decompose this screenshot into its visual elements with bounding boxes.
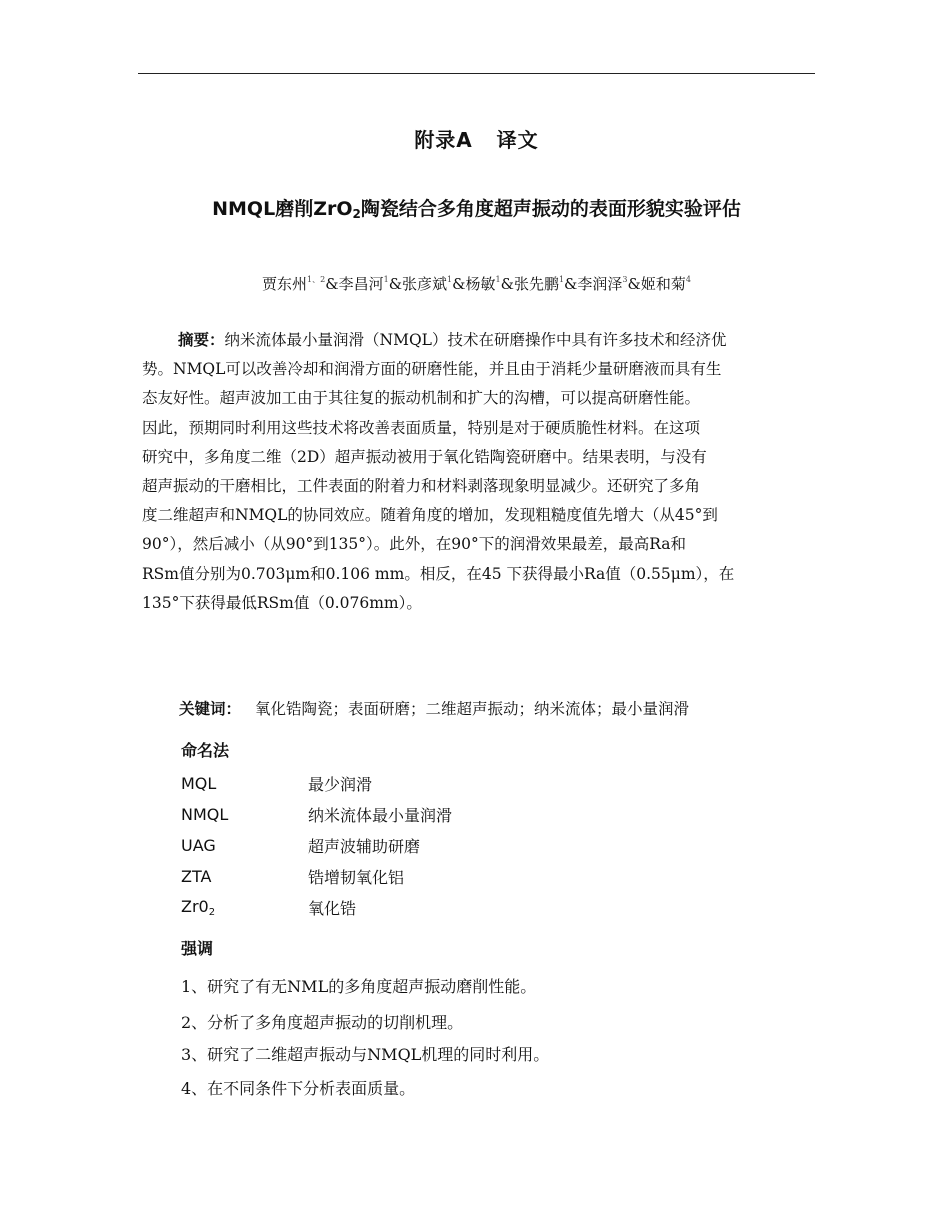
abstract-label: 摘要： (178, 331, 225, 349)
abbr-text: ZTA (181, 867, 212, 886)
nomenclature-abbr (181, 867, 308, 886)
header-rule (138, 73, 815, 74)
appendix-title: 附录A 译文 (414, 128, 539, 152)
paper-title-subscript: 2 (352, 207, 361, 221)
abstract-text: 纳米流体最小量润滑（NMQL）技术在研磨操作中具有许多技术和经济优 (224, 331, 727, 349)
nomenclature-definition: 氧化锆 (308, 899, 357, 918)
nomenclature-row (181, 861, 681, 892)
author-name: &姬和菊 (627, 275, 686, 293)
abstract-line: 因此，预期同时利用这些技术将改善表面质量，特别是对于硬质脆性材料。在这项 (142, 418, 701, 437)
paper-title-part-1: NMQL磨削ZrO (212, 198, 353, 220)
nomenclature-row (181, 768, 681, 799)
highlight-item: 1、研究了有无NML的多角度超声振动磨削性能。 (181, 977, 537, 996)
author-affiliation: 1 (447, 275, 453, 284)
abstract-line: RSm值分别为0.703μm和0.106 mm。相反，在45 下获得最小Ra值（0.55μm），在 (142, 564, 735, 583)
author-affiliation: 4 (685, 275, 691, 284)
highlights-heading: 强调 (181, 939, 214, 958)
nomenclature-abbr (181, 836, 308, 855)
abbr-text: Zr0 (181, 897, 209, 916)
abstract-line: 研究中，多角度二维（2D）超声振动被用于氧化锆陶瓷研磨中。结果表明，与没有 (142, 447, 707, 466)
author-list (138, 273, 815, 294)
abstract-block (142, 326, 815, 618)
nomenclature-abbr (181, 805, 308, 824)
author-affiliation: 3 (622, 275, 628, 284)
nomenclature-abbr (181, 774, 308, 793)
author-affiliation: 1、2 (307, 275, 326, 284)
author-affiliation: 1 (495, 275, 501, 284)
keywords-line (179, 697, 689, 719)
abbr-text: MQL (181, 774, 217, 793)
highlight-item: 4、在不同条件下分析表面质量。 (181, 1079, 416, 1098)
abstract-line: 90°），然后减小（从90°到135°）。此外，在90°下的润滑效果最差，最高Ra和 (142, 535, 687, 554)
author-affiliation: 1 (383, 275, 389, 284)
author-name: &张先鹏 (500, 275, 559, 293)
author-name: &李润泽 (564, 275, 623, 293)
author-name: &李昌河 (325, 275, 384, 293)
abbr-text: NMQL (181, 805, 229, 824)
paper-title-part-2: 陶瓷结合多角度超声振动的表面形貌实验评估 (360, 198, 741, 220)
keywords-text: 氧化锆陶瓷；表面研磨；二维超声振动；纳米流体；最小量润滑 (255, 700, 690, 718)
highlight-item: 2、分析了多角度超声振动的切削机理。 (181, 1013, 464, 1032)
nomenclature-definition: 纳米流体最小量润滑 (308, 806, 453, 825)
abstract-line: 135°下获得最低RSm值（0.076mm）。 (142, 593, 422, 612)
nomenclature-definition: 超声波辅助研磨 (308, 837, 421, 856)
abbr-subscript: 2 (208, 907, 216, 918)
abstract-line: 度二维超声和NMQL的协同效应。随着角度的增加，发现粗糙度值先增大（从45°到 (142, 506, 718, 525)
highlight-item: 3、研究了二维超声振动与NMQL机理的同时利用。 (181, 1045, 550, 1064)
abstract-line: 势。NMQL可以改善冷却和润滑方面的研磨性能，并且由于消耗少量研磨液而具有生 (142, 360, 722, 379)
abstract-line (142, 326, 815, 355)
nomenclature-abbr (181, 897, 308, 918)
nomenclature-table (181, 768, 681, 923)
author-affiliation: 1 (558, 275, 565, 284)
author-name: &张彦斌 (388, 275, 448, 293)
nomenclature-definition: 最少润滑 (308, 775, 373, 794)
paper-title (138, 194, 815, 221)
nomenclature-row (181, 799, 681, 830)
nomenclature-row (181, 830, 681, 861)
author-name: &杨敏 (452, 275, 496, 293)
nomenclature-definition: 锆增韧氧化铝 (308, 868, 405, 887)
abstract-line: 态友好性。超声波加工由于其往复的振动机制和扩大的沟槽，可以提高研磨性能。 (142, 389, 701, 408)
author-name: 贾东州 (262, 275, 308, 293)
nomenclature-heading: 命名法 (181, 741, 230, 760)
nomenclature-row (181, 892, 681, 923)
abstract-line: 超声振动的干磨相比，工件表面的附着力和材料剥落现象明显减少。还研究了多角 (142, 476, 701, 495)
abbr-text: UAG (181, 836, 216, 855)
keywords-label: 关键词： (179, 700, 242, 718)
